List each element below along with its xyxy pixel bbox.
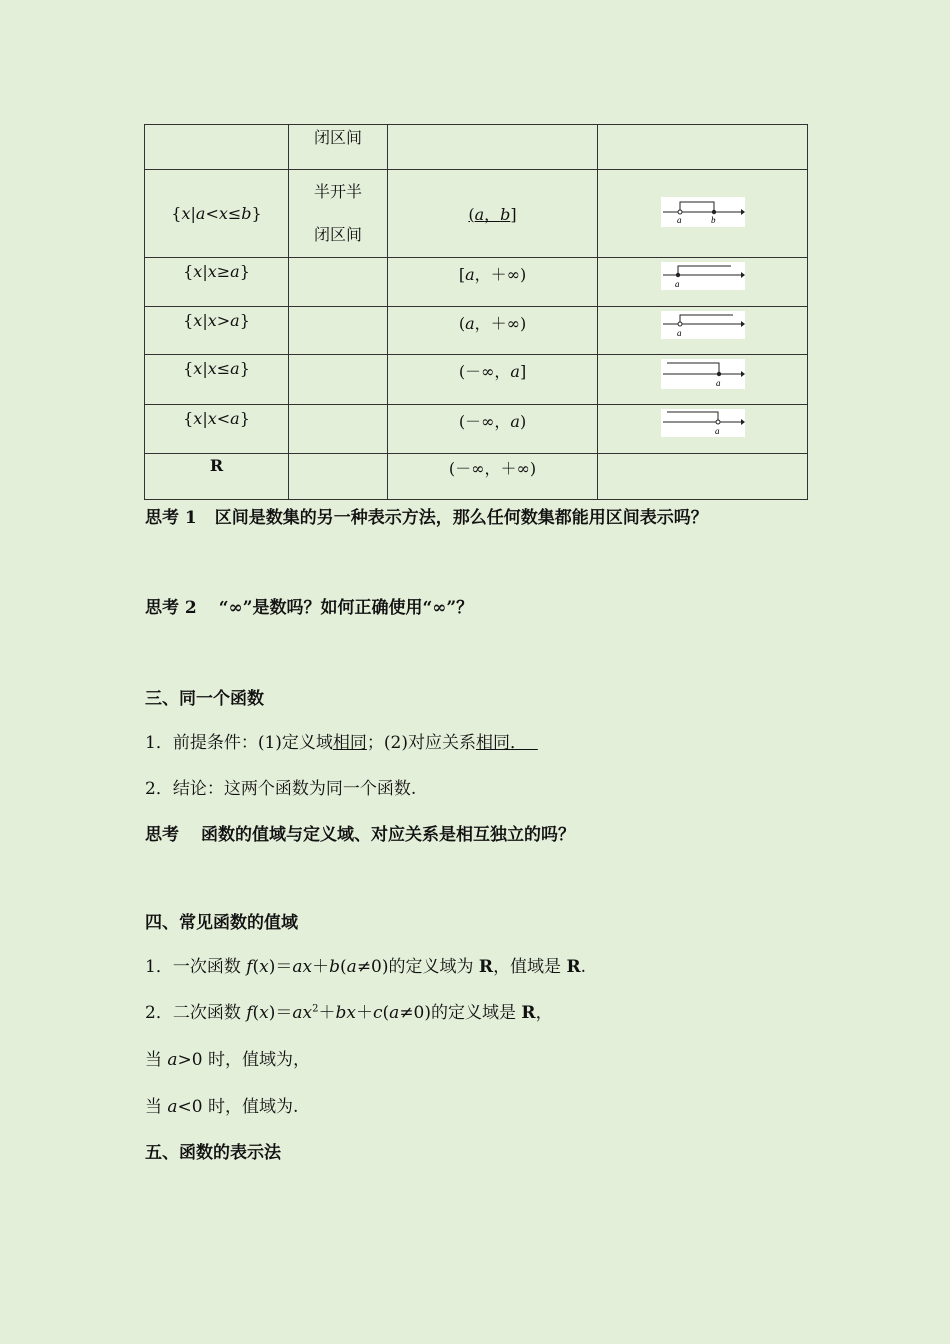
think1-text: 区间是数集的另一种表示方法，那么任何数集都能用区间表示吗？ [214, 508, 708, 528]
t: >0 时，值域为， [177, 1050, 311, 1070]
t: ( [252, 1003, 260, 1023]
t: . [580, 957, 587, 977]
t: bx [335, 1003, 356, 1023]
name-line: 半开半 [313, 182, 362, 201]
t: a [167, 1097, 178, 1117]
svg-text:a: a [715, 378, 720, 388]
figure-cell [598, 405, 808, 454]
t: ( [252, 957, 260, 977]
t: <0 时，值域为. [177, 1097, 299, 1117]
interval-cell [388, 454, 598, 500]
figure-cell [598, 355, 808, 405]
name-cell [289, 258, 388, 307]
name-cell [289, 405, 388, 454]
svg-text:a: a [674, 279, 679, 289]
table-row [145, 307, 808, 355]
t: ax [292, 1003, 313, 1023]
number-line-figure [661, 409, 745, 437]
number-line-figure [661, 197, 745, 227]
set-cell [145, 125, 289, 170]
think3-label: 思考 [145, 825, 179, 845]
figure-cell [598, 125, 808, 170]
t: R [521, 1003, 536, 1023]
t: ≠0)的定义域为 [356, 957, 479, 977]
underlined-answer: 相同． [476, 733, 527, 753]
section4-line3 [145, 1045, 310, 1070]
interval-cell [388, 170, 598, 258]
t: 当 [145, 1097, 168, 1117]
think1-label: 思考 1 [145, 508, 197, 528]
t: R [566, 957, 581, 977]
t: a [167, 1050, 178, 1070]
t: f [246, 957, 253, 977]
name-cell [289, 125, 388, 170]
t: a [389, 1003, 400, 1023]
name-cell [289, 454, 388, 500]
table-row [145, 405, 808, 454]
think2-label: 思考 2 [145, 598, 197, 618]
t: x [259, 957, 269, 977]
table-row [145, 355, 808, 405]
table-row [145, 454, 808, 500]
set-cell: {x|x<a} [145, 405, 289, 454]
svg-text:a: a [714, 426, 719, 436]
section4-item1 [145, 952, 586, 977]
t: ， [535, 1003, 553, 1023]
name-line: 闭区间 [313, 225, 362, 244]
t: ＋ [356, 1003, 373, 1023]
t: ≠0)的定义域是 [399, 1003, 522, 1023]
number-line-figure [661, 311, 745, 339]
section3-item1 [145, 728, 538, 753]
t: ，值域是 [493, 957, 567, 977]
item-text: ；(2)对应关系 [366, 733, 476, 753]
t: 1．一次函数 [145, 957, 247, 977]
think1-paragraph [145, 503, 708, 528]
set-cell: {x|a<x≤b} [145, 170, 289, 258]
table-row [145, 125, 808, 170]
set-cell: {x|x≤a} [145, 355, 289, 405]
table-row [145, 170, 808, 258]
section3-heading: 三、同一个函数 [145, 689, 264, 709]
section4-heading: 四、常见函数的值域 [145, 913, 298, 933]
think2-text: “∞”是数吗？如何正确使用“∞”？ [218, 598, 474, 618]
section4-line4 [145, 1092, 298, 1117]
t: 当 [145, 1050, 168, 1070]
name-cell [289, 170, 388, 258]
name-cell [289, 307, 388, 355]
t: x [259, 1003, 269, 1023]
section4-item2 [145, 998, 553, 1023]
think3-text: 函数的值域与定义域、对应关系是相互独立的吗？ [201, 825, 575, 845]
t: )＝ [268, 1003, 293, 1023]
interval-text: (－∞，＋∞) [448, 459, 537, 478]
figure-cell [598, 258, 808, 307]
interval-text: (a，b] [468, 205, 517, 224]
number-line-figure [661, 262, 745, 290]
figure-cell [598, 170, 808, 258]
svg-text:a: a [676, 214, 681, 225]
interval-cell [388, 125, 598, 170]
t: a [346, 957, 357, 977]
set-cell: {x|x>a} [145, 307, 289, 355]
interval-cell: (a，＋∞) [388, 307, 598, 355]
set-text: R [209, 456, 224, 475]
t: c [373, 1003, 383, 1023]
interval-cell: (－∞，a) [388, 405, 598, 454]
name-cell [289, 355, 388, 405]
t: b [329, 957, 341, 977]
t: ax [292, 957, 313, 977]
t: ( [382, 1003, 390, 1023]
set-cell [145, 454, 289, 500]
t: R [478, 957, 494, 977]
t: ( [340, 957, 347, 977]
interval-cell: (－∞，a] [388, 355, 598, 405]
set-cell: {x|x≥a} [145, 258, 289, 307]
table-row [145, 258, 808, 307]
section5-heading: 五、函数的表示法 [145, 1143, 281, 1163]
think3-paragraph [145, 820, 575, 845]
svg-text:a: a [676, 328, 681, 338]
t: f [246, 1003, 253, 1023]
name-line: 闭区间 [313, 128, 362, 147]
item-text: 1．前提条件：(1)定义域 [145, 733, 333, 753]
think2-paragraph [145, 593, 473, 618]
t: )＝ [268, 957, 293, 977]
section3-item2: 2．结论：这两个函数为同一个函数. [145, 779, 417, 799]
svg-text:b: b [710, 214, 715, 225]
t: ＋ [312, 957, 330, 977]
interval-table [144, 124, 808, 500]
number-line-figure [661, 359, 745, 389]
t: 2．二次函数 [145, 1003, 247, 1023]
figure-cell [598, 307, 808, 355]
t: 2 [312, 1003, 319, 1015]
t: ＋ [318, 1003, 336, 1023]
underlined-answer: 相同 [332, 733, 367, 753]
interval-cell: [a，＋∞) [388, 258, 598, 307]
figure-cell [598, 454, 808, 500]
